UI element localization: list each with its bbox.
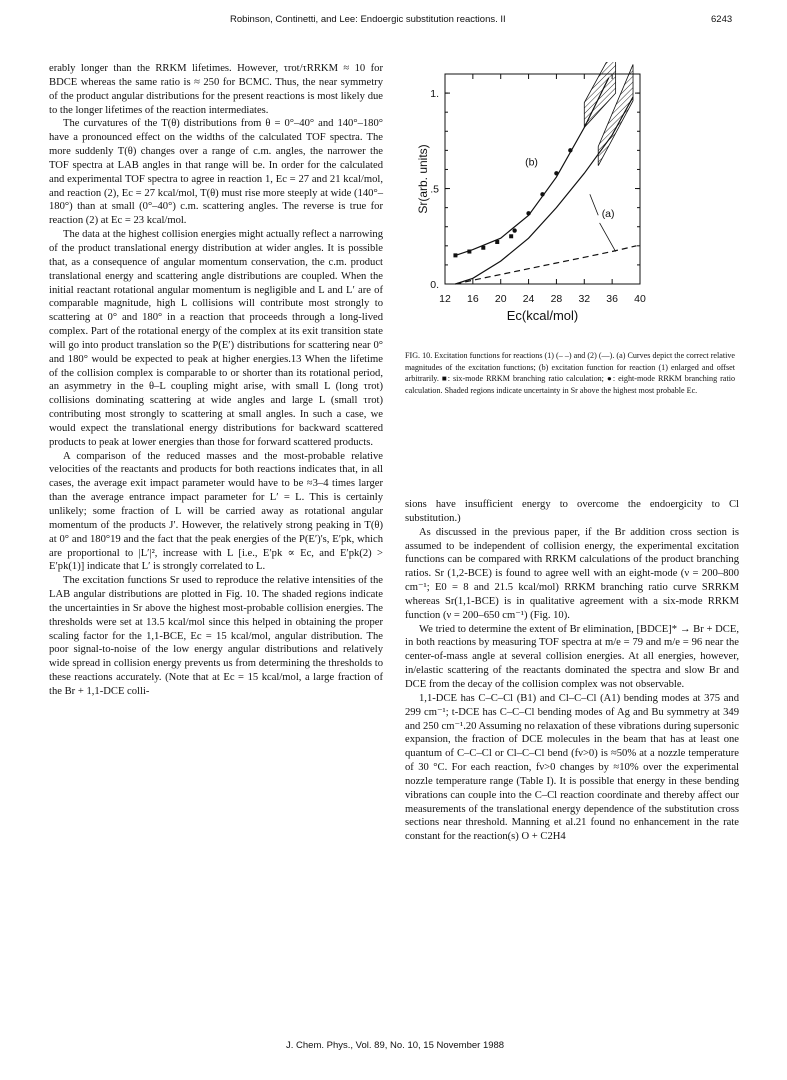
paragraph: We tried to determine the extent of Br elimination, [BDCE]* → Br + DCE, in both reactions by measuring TOF spectra at m/e = 79 and m/e = 96 near the center-of-mass angle at several collision energies. At all energies, however, in/elastic scattering of the reactants dominated the spectra and slow Br and DCE from the decay of the collision complex was not observable. — [405, 623, 739, 690]
eight-mode-rrkm-marker — [540, 192, 544, 196]
y-tick-label: 0. — [430, 279, 439, 291]
x-tick-label: 20 — [494, 293, 507, 305]
eight-mode-rrkm-marker — [512, 228, 516, 232]
six-mode-rrkm-marker — [509, 234, 513, 238]
paragraph: The data at the highest collision energies might actually reflect a narrowing of the product translational energy distribution at wider angles. It is possible that, as a consequence of angular momentum conservation, the c.m. product translational energy and scattering angle distributions are coupled. When the initial reactant rotational angular momentum is negligible and L and L′ are of comparable magnitude, high L collisions will contribute most strongly to scattering at 0° and 180° in a reaction that proceeds through a long-lived complex. Part of the rotational energy of the complex at its exit transition state will go into product translation so the P(E′) distributions for scattering near 0° and 180° would be expected to peak at higher energies.13 When the lifetime of the collision complex is comparable to or shorter than its rotational period, an asymmetry in the θ–L coupling might arise, with small L (long τrot) collisions dominating scattering at wide angles and large L (small τrot) contributing most strongly to scattering at small angles. In such a case, we would expect the translational energy distributions for backward scattered products to peak at lower energies than those for forward scattered products. — [49, 229, 383, 448]
x-tick-label: 28 — [550, 293, 563, 305]
paragraph: As discussed in the previous paper, if the Br addition cross section is assumed to be independent of collision energy, the experimental excitation functions can be compared with RRKM calculations of the product branching ratios. Sr (1,2-BCE) is found to agree well with an eight-mode (ν = 200–800 cm⁻¹; E0 = 8 and 21.5 kcal/mol) RRKM branching ratio curve SRRKM whereas Sr(1,1-BCE) is in qualitative agreement with a six-mode RRKM function (ν = 200–650 cm⁻¹) (Fig. 10). — [405, 526, 739, 621]
running-header: Robinson, Continetti, and Lee: Endoergic substitution reactions. II — [230, 14, 506, 25]
y-tick-label: .5 — [430, 183, 439, 196]
curve-label-b: (b) — [525, 156, 538, 169]
excitation-function-chart — [415, 62, 675, 342]
x-tick-label: 16 — [467, 293, 479, 305]
eight-mode-rrkm-marker — [554, 171, 558, 175]
x-tick-label: 32 — [578, 293, 591, 305]
x-tick-label: 36 — [606, 293, 618, 305]
x-axis-label: Ec(kcal/mol) — [506, 308, 579, 323]
six-mode-rrkm-marker — [495, 240, 499, 244]
page-number: 6243 — [711, 14, 733, 25]
eight-mode-rrkm-marker — [526, 211, 530, 215]
figure-caption: FIG. 10. Excitation functions for reactions (1) (– –) and (2) (—). (a) Curves depict the correct relative magnitudes of the excitation functions; (b) excitation function for reaction (1) enlarged and offset arbitrarily. ■: six-mode RRKM branching ratio calculation; ●: eight-mode RRKM branching ratio calculation. Shaded regions indicate uncertainty in Sr above the highest most probable Ec. — [405, 351, 735, 395]
x-tick-label: 12 — [439, 293, 451, 305]
label-a-pointer — [600, 223, 616, 252]
paragraph: 1,1-DCE has C–C–Cl (B1) and Cl–C–Cl (A1) bending modes at 375 and 299 cm⁻¹; t-DCE has C–C–Cl bending modes of Ag and Bu symmetry at 349 and 250 cm⁻¹.20 Assuming no relaxation of these vibrations during supersonic expansion, the fraction of DCE molecules in the beam that has at least one quantum of C–C–Cl or Cl–C–Cl bend (fν>0) is ≈50% at a nozzle temperature of 30 °C. For each reaction, fν>0 changes by ≈10% over the experimental nozzle temperature range (Table I). It is possible that energy in these bending vibrations can couple into the C–Cl reaction coordinate and thereby affect our measurements of the translational energy dependence of the substitution cross sections near threshold. Manning et al.21 found no enhancement in the rate constant for the reaction(s) O + C2H4 — [405, 692, 739, 843]
paragraph: The excitation functions Sr used to reproduce the relative intensities of the LAB angular distributions are plotted in Fig. 10. The shaded regions indicate the uncertainties in Sr above the highest most-probable collision energies. The thresholds were set at 13.5 kcal/mol since this helped in obtaining the proper scaling factor for the 1,1-BCE, Ec = 15 kcal/mol, angular distribution. The poor signal-to-noise of the low energy angular distributions and relatively wide spread in collision energy prevents us from determining the thresholds to these reactions accurately. (Note that at Ec = 15 kcal/mol, a large fraction of the Br + 1,1-DCE colli- — [49, 575, 383, 697]
paragraph: sions have insufficient energy to overcome the endoergicity to Cl substitution.) — [405, 499, 739, 524]
figure-10 — [415, 62, 675, 342]
label-a-pointer — [590, 194, 598, 215]
right-column — [405, 498, 739, 844]
series-line — [455, 97, 633, 284]
x-tick-label: 24 — [522, 293, 535, 305]
y-tick-label: 1. — [430, 88, 439, 101]
six-mode-rrkm-marker — [481, 246, 485, 250]
six-mode-rrkm-marker — [453, 253, 457, 257]
paragraph: erably longer than the RRKM lifetimes. However, τrot/τRRKM ≈ 10 for BDCE whereas the same ratio is ≈ 250 for BCMC. Thus, the near symmetry of the product angular distributions for the present reactions is most likely due to the longer lifetimes of the reaction intermediates. — [49, 63, 383, 116]
six-mode-rrkm-marker — [467, 250, 471, 254]
journal-footer: J. Chem. Phys., Vol. 89, No. 10, 15 November 1988 — [286, 1040, 505, 1051]
left-column — [49, 62, 383, 699]
paragraph: The curvatures of the T(θ) distributions from θ = 0°–40° and 140°–180° have a pronounced effect on the widths of the calculated TOF spectra. The more suddenly T(θ) changes over a range of c.m. angles, the narrower the TOF spectra at LAB angles in that range will be. In order for the calculated and experimental TOF spectra to agree in reaction 1, Ec = 27 and 21 kcal/mol, and reaction (2), Ec = 27 kcal/mol, T(θ) must rise more steeply at wide (140°–180°) than at small (0°–40°) c.m. scattering angles. The reverse is true for reaction (2) at Ec = 23 kcal/mol. — [49, 118, 383, 227]
series-line — [455, 246, 636, 284]
y-axis-label: Sr(arb. units) — [416, 144, 430, 214]
x-tick-label: 40 — [634, 293, 646, 305]
curve-label-a: (a) — [601, 208, 615, 221]
plot-frame — [445, 74, 640, 284]
eight-mode-rrkm-marker — [568, 148, 572, 152]
paragraph: A comparison of the reduced masses and the most-probable relative velocities of the reactants and products for both reactions indicates that, in all cases, the average exit impact parameter would have to be ≈3–4 times larger than the average entrance impact parameter for L′ = L. This is certainly unlikely; some fraction of L will be carried away as rotational angular momentum of the products J′. However, the relatively strong peaking in T(θ) at 0° and 180°19 and the fact that the peak energies of the P(E′)'s, E′pk, which are proportional to |L′|², increase with L [i.e., E′pk ∝ Ec, and E′pk(2) > E′pk(1)] indicate that L′ is strongly correlated to L. — [49, 450, 383, 573]
